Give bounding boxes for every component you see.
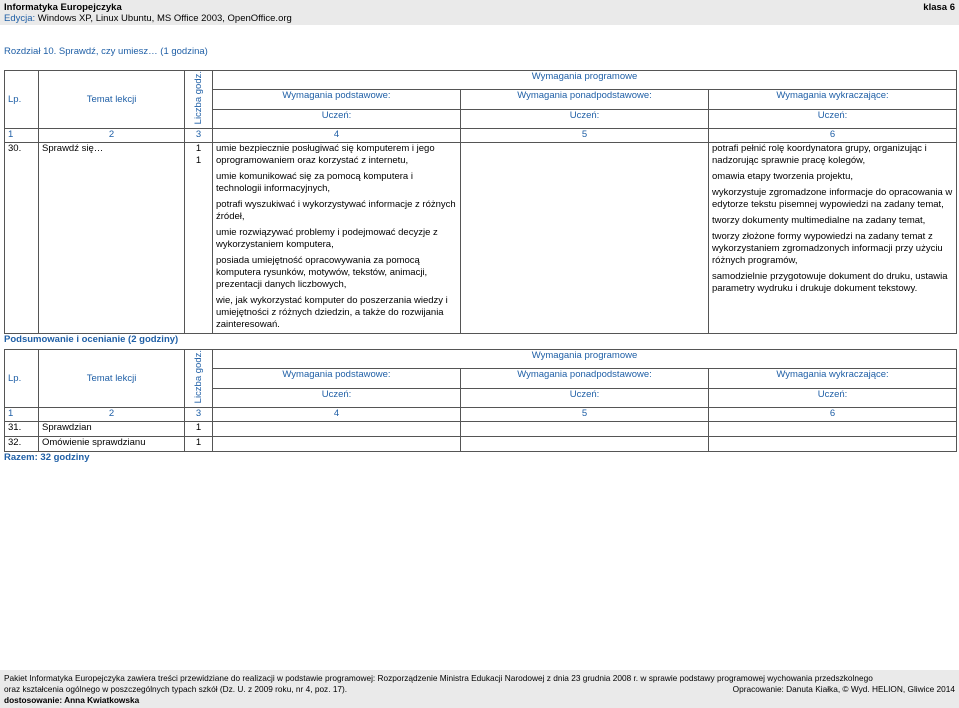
- footer-adaptation: dostosowanie: Anna Kwiatkowska: [4, 695, 140, 705]
- summary-title: Podsumowanie i ocenianie (2 godziny): [4, 334, 179, 345]
- advanced-header: Wymagania wykraczające:: [709, 369, 957, 388]
- requirement-item: umie rozwiązywać problemy i podejmować decyzje z wykorzystaniem komputera,: [216, 227, 438, 251]
- requirement-item: omawia etapy tworzenia projektu,: [712, 171, 853, 183]
- row-topic: Omówienie sprawdzianu: [39, 437, 185, 452]
- col-number: 2: [39, 408, 185, 422]
- requirement-item: posiada umiejętność opracowywania za pomocą komputera rysunków, motywów, tekstów, animacji, prezentacji danych liczbowych,: [216, 255, 428, 291]
- extended-requirements: [461, 143, 709, 334]
- col-number: 4: [213, 129, 461, 143]
- col-hours-header: Liczba godz.: [192, 350, 204, 404]
- requirements-table-summary: [4, 349, 957, 452]
- total-hours: Razem: 32 godziny: [4, 452, 90, 463]
- col-number: 2: [39, 129, 185, 143]
- requirement-item: umie komunikować się za pomocą komputera i technologii informacyjnych,: [216, 171, 413, 195]
- row-hours: 1: [185, 437, 213, 452]
- row-hours: 1: [195, 155, 202, 167]
- header-class: klasa 6: [923, 2, 955, 13]
- col-number: 6: [709, 408, 957, 422]
- footer-credits: Opracowanie: Danuta Kiałka, © Wyd. HELION, Gliwice 2014: [732, 684, 955, 694]
- col-number: 4: [213, 408, 461, 422]
- row-hours: 1: [185, 422, 213, 437]
- row-lp: 31.: [5, 422, 39, 437]
- requirement-item: samodzielnie przygotowuje dokument do druku, ustawia parametry wydruku i drukuje dokument tekstowy.: [712, 271, 948, 295]
- chapter-title: Rozdział 10. Sprawdź, czy umiesz… (1 godzina): [4, 46, 208, 57]
- col-topic-header: Temat lekcji: [39, 350, 185, 408]
- basic-student-label: Uczeń:: [213, 388, 461, 407]
- col-number: 3: [185, 129, 213, 143]
- requirements-table-chapter10: [4, 70, 957, 334]
- requirement-item: potrafi pełnić rolę koordynatora grupy, organizując i nadzorując sprawnie pracę kolegów,: [712, 143, 927, 167]
- extended-student-label: Uczeń:: [461, 109, 709, 128]
- table-row: [5, 437, 957, 452]
- col-number: 6: [709, 129, 957, 143]
- table-row: [5, 422, 957, 437]
- col-number: 1: [5, 129, 39, 143]
- row-topic: Sprawdź się…: [39, 143, 185, 334]
- program-requirements-header: Wymagania programowe: [213, 71, 957, 90]
- header-title: Informatyka Europejczyka: [4, 2, 122, 13]
- advanced-requirements: [709, 143, 957, 334]
- page-footer: [0, 670, 959, 708]
- row-topic: Sprawdzian: [39, 422, 185, 437]
- basic-requirements: [213, 143, 461, 334]
- basic-header: Wymagania podstawowe:: [213, 369, 461, 388]
- requirement-item: tworzy dokumenty multimedialne na zadany temat,: [712, 215, 926, 227]
- col-lp-header: Lp.: [5, 71, 39, 129]
- row-lp: 30.: [5, 143, 39, 334]
- advanced-student-label: Uczeń:: [709, 388, 957, 407]
- requirement-item: wie, jak wykorzystać komputer do poszerzania wiedzy i umiejętności z różnych dziedzin, a także do rozwijania zainteresowań.: [216, 295, 448, 331]
- basic-header: Wymagania podstawowe:: [213, 90, 461, 109]
- header-edition: [4, 13, 292, 24]
- footer-line-1: Pakiet Informatyka Europejczyka zawiera treści przewidziane do realizacji w podstawie programowej: Rozporządzenie Ministra Edukacji Narodowej z dnia 23 grudnia 2008 r. w sprawie podstawy programowej wychowania przedszkolnego: [4, 673, 873, 683]
- edition-label: Edycja:: [4, 13, 36, 24]
- requirement-item: potrafi wyszukiwać i wykorzystywać informacje z różnych źródeł,: [216, 199, 456, 223]
- table-row: [5, 143, 957, 334]
- extended-student-label: Uczeń:: [461, 388, 709, 407]
- page-header: [0, 0, 959, 25]
- col-number: 5: [461, 129, 709, 143]
- col-topic-header: Temat lekcji: [39, 71, 185, 129]
- extended-header: Wymagania ponadpodstawowe:: [461, 90, 709, 109]
- program-requirements-header: Wymagania programowe: [213, 350, 957, 369]
- col-number: 1: [5, 408, 39, 422]
- col-number: 3: [185, 408, 213, 422]
- col-number: 5: [461, 408, 709, 422]
- footer-line-2: oraz kształcenia ogólnego w poszczególnych typach szkół (Dz. U. z 2009 roku, nr 4, poz. 17).: [4, 684, 348, 694]
- basic-student-label: Uczeń:: [213, 109, 461, 128]
- edition-value: Windows XP, Linux Ubuntu, MS Office 2003, OpenOffice.org: [35, 13, 292, 24]
- advanced-header: Wymagania wykraczające:: [709, 90, 957, 109]
- advanced-student-label: Uczeń:: [709, 109, 957, 128]
- requirement-item: wykorzystuje zgromadzone informacje do opracowania w edytorze tekstu pisemnej wypowiedzi na zadany temat,: [712, 187, 953, 211]
- row-lp: 32.: [5, 437, 39, 452]
- extended-header: Wymagania ponadpodstawowe:: [461, 369, 709, 388]
- col-lp-header: Lp.: [5, 350, 39, 408]
- requirement-item: umie bezpiecznie posługiwać się komputerem i jego oprogramowaniem oraz korzystać z internetu,: [216, 143, 435, 167]
- requirement-item: tworzy złożone formy wypowiedzi na zadany temat z wykorzystaniem zgromadzonych informacji przy użyciu różnych programów,: [712, 231, 943, 267]
- row-hours: 1: [195, 143, 202, 155]
- col-hours-header: Liczba godz.: [192, 71, 204, 125]
